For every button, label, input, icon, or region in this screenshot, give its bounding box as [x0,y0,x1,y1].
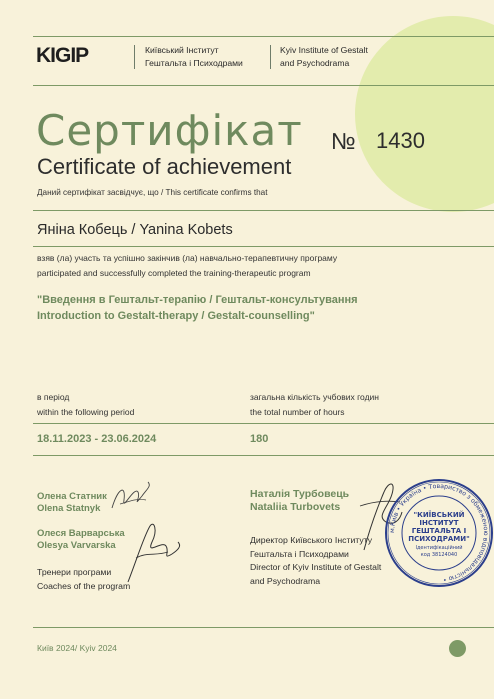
svg-text:ГЕШТАЛЬТА І: ГЕШТАЛЬТА І [411,527,467,535]
svg-text:Ідентифікаційний: Ідентифікаційний [415,545,463,551]
recipient-name: Яніна Кобець / Yanina Kobets [37,222,233,238]
participation-text: взяв (ла) участь та успішно закінчив (ла) навчально-терапевтичну програму participated and successfully completed the training-therapeutic program [37,253,338,278]
footer-divider [33,627,494,628]
period-label: в період within the following period [37,392,135,417]
institute-name-en: Kyiv Institute of Gestalt and Psychodrama [280,45,368,68]
institute-name-ua: Київський Інститут Гештальта і Психодрами [145,45,243,68]
svg-text:м.Київ • Україна • Товариство: м.Київ • Україна • Товариство з обмеженою відповідальністю • [388,482,490,583]
divider [33,210,494,211]
divider [33,423,494,424]
svg-text:код 38124040: код 38124040 [420,552,458,558]
coach-2-name: Олеся Варварська Olesya Varvarska [37,528,125,551]
svg-text:ПСИХОДРАМИ": ПСИХОДРАМИ" [408,535,470,543]
certificate-title-en: Certificate of achievement [37,154,292,179]
svg-text:ІНСТИТУТ: ІНСТИТУТ [419,519,459,527]
director-role: Директор Київського Інституту Гештальта і Психодрами Director of Kyiv Institute of Gestalt and Psychodrama [250,535,382,586]
hours-label: загальна кількість учбових годин the total number of hours [250,392,379,417]
svg-text:"КИЇВСЬКИЙ: "КИЇВСЬКИЙ [413,511,465,519]
top-divider [33,36,494,37]
period-value: 18.11.2023 - 23.06.2024 [37,433,157,445]
coach-1-signature [108,478,156,518]
confirm-text: Даний сертифікат засвідчує, що / This certificate confirms that [37,188,268,197]
hours-value: 180 [250,433,269,445]
program-name: "Введення в Гештальт-терапію / Гештальт-консультування Introduction to Gestalt-therapy / Gestalt-counselling" [37,294,358,322]
footer-place-year: Київ 2024/ Kyiv 2024 [37,643,117,653]
director-name: Наталія Турбовець Nataliia Turbovets [250,488,350,513]
header-divider [33,85,494,86]
divider [33,246,494,247]
certificate-title-ua: Сертифікат [36,106,303,155]
kigip-logo: KIGIP [36,44,89,67]
institute-stamp [383,477,494,589]
decorative-circle [355,16,494,212]
divider [33,455,494,456]
certificate-number: 1430 [376,128,425,153]
header-separator [134,45,135,69]
coaches-role: Тренери програми Coaches of the program [37,567,131,591]
decorative-dot [449,640,466,657]
coach-2-signature [122,516,184,588]
header-separator [270,45,271,69]
number-sign: № [331,128,356,154]
coach-1-name: Олена Статник Olena Statnyk [37,491,107,514]
